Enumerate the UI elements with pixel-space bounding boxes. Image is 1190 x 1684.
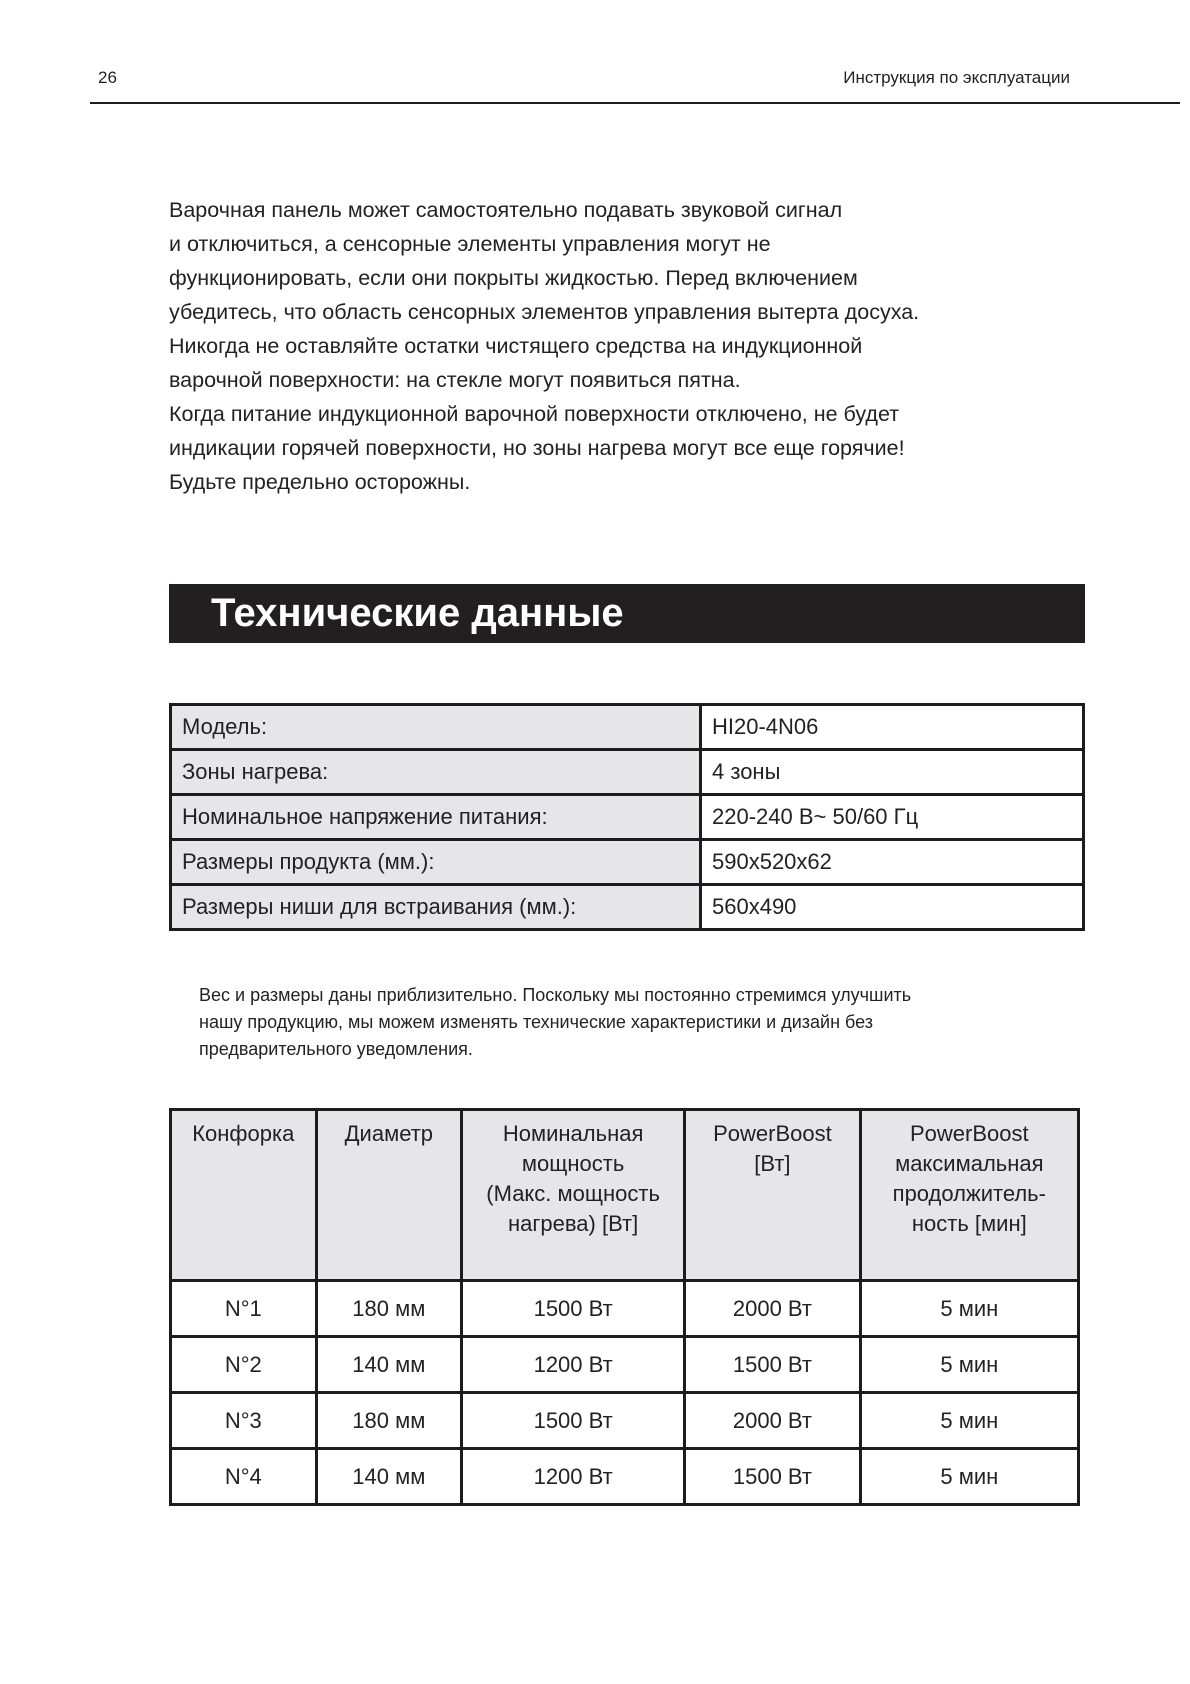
column-header-powerboost: PowerBoost [Вт] (685, 1110, 860, 1281)
table-cell: N°2 (171, 1337, 317, 1393)
table-cell: N°1 (171, 1281, 317, 1337)
table-cell: 5 мин (860, 1449, 1078, 1505)
table-cell: 5 мин (860, 1337, 1078, 1393)
spec-label: Размеры ниши для встраивания (мм.): (171, 885, 701, 930)
table-row (171, 795, 1084, 840)
table-cell: 5 мин (860, 1281, 1078, 1337)
spec-label: Зоны нагрева: (171, 750, 701, 795)
table-cell: 1500 Вт (685, 1449, 860, 1505)
manual-title: Инструкция по эксплуатации (843, 68, 1070, 87)
section-title: Технические данные (211, 591, 624, 635)
table-cell: 1500 Вт (685, 1337, 860, 1393)
note-line: нашу продукцию, мы можем изменять технические характеристики и дизайн без (199, 1012, 874, 1032)
table-cell: 140 мм (316, 1337, 461, 1393)
table-cell: 2000 Вт (685, 1393, 860, 1449)
table-row (171, 885, 1084, 930)
table-cell: 180 мм (316, 1281, 461, 1337)
spec-value: 220-240 В~ 50/60 Гц (701, 795, 1084, 840)
table-cell: N°3 (171, 1393, 317, 1449)
table-row (171, 1281, 1079, 1337)
table-cell: 5 мин (860, 1393, 1078, 1449)
column-header-burner: Конфорка (171, 1110, 317, 1281)
disclaimer-note (199, 982, 1079, 1063)
intro-line: и отключиться, а сенсорные элементы управления могут не (169, 232, 771, 256)
note-line: Вес и размеры даны приблизительно. Поскольку мы постоянно стремимся улучшить (199, 985, 912, 1005)
table-cell: 1500 Вт (462, 1281, 685, 1337)
column-header-powerboost-duration: PowerBoost максимальная продолжитель- ность [мин] (860, 1110, 1078, 1281)
spec-label: Модель: (171, 705, 701, 750)
table-cell: 140 мм (316, 1449, 461, 1505)
intro-line: Когда питание индукционной варочной поверхности отключено, не будет (169, 402, 900, 426)
spec-label: Номинальное напряжение питания: (171, 795, 701, 840)
intro-line: индикации горячей поверхности, но зоны нагрева могут все еще горячие! (169, 436, 905, 460)
table-row (171, 750, 1084, 795)
table-cell: 1200 Вт (462, 1337, 685, 1393)
intro-line: Никогда не оставляйте остатки чистящего средства на индукционной (169, 334, 863, 358)
intro-line: убедитесь, что область сенсорных элементов управления вытерта досуха. (169, 300, 920, 324)
table-header-row (171, 1110, 1079, 1281)
specifications-table (169, 703, 1085, 931)
table-row (171, 1449, 1079, 1505)
page-header (90, 60, 1180, 104)
spec-label: Размеры продукта (мм.): (171, 840, 701, 885)
burner-table (169, 1108, 1080, 1506)
intro-paragraph (169, 193, 1069, 499)
intro-line: варочной поверхности: на стекле могут появиться пятна. (169, 368, 741, 392)
table-cell: 2000 Вт (685, 1281, 860, 1337)
table-row (171, 1337, 1079, 1393)
page-number: 26 (98, 68, 117, 87)
spec-value: HI20-4N06 (701, 705, 1084, 750)
spec-value: 4 зоны (701, 750, 1084, 795)
intro-line: функционировать, если они покрыты жидкостью. Перед включением (169, 266, 858, 290)
note-line: предварительного уведомления. (199, 1039, 473, 1059)
table-cell: N°4 (171, 1449, 317, 1505)
table-row (171, 840, 1084, 885)
intro-line: Будьте предельно осторожны. (169, 470, 471, 494)
table-cell: 1200 Вт (462, 1449, 685, 1505)
table-row (171, 705, 1084, 750)
column-header-diameter: Диаметр (316, 1110, 461, 1281)
section-heading-bar (169, 584, 1085, 643)
spec-value: 560х490 (701, 885, 1084, 930)
table-row (171, 1393, 1079, 1449)
header-divider (90, 102, 1180, 104)
table-cell: 180 мм (316, 1393, 461, 1449)
intro-line: Варочная панель может самостоятельно подавать звуковой сигнал (169, 198, 843, 222)
column-header-nominal-power: Номинальная мощность (Макс. мощность нагрева) [Вт] (462, 1110, 685, 1281)
table-cell: 1500 Вт (462, 1393, 685, 1449)
spec-value: 590х520х62 (701, 840, 1084, 885)
